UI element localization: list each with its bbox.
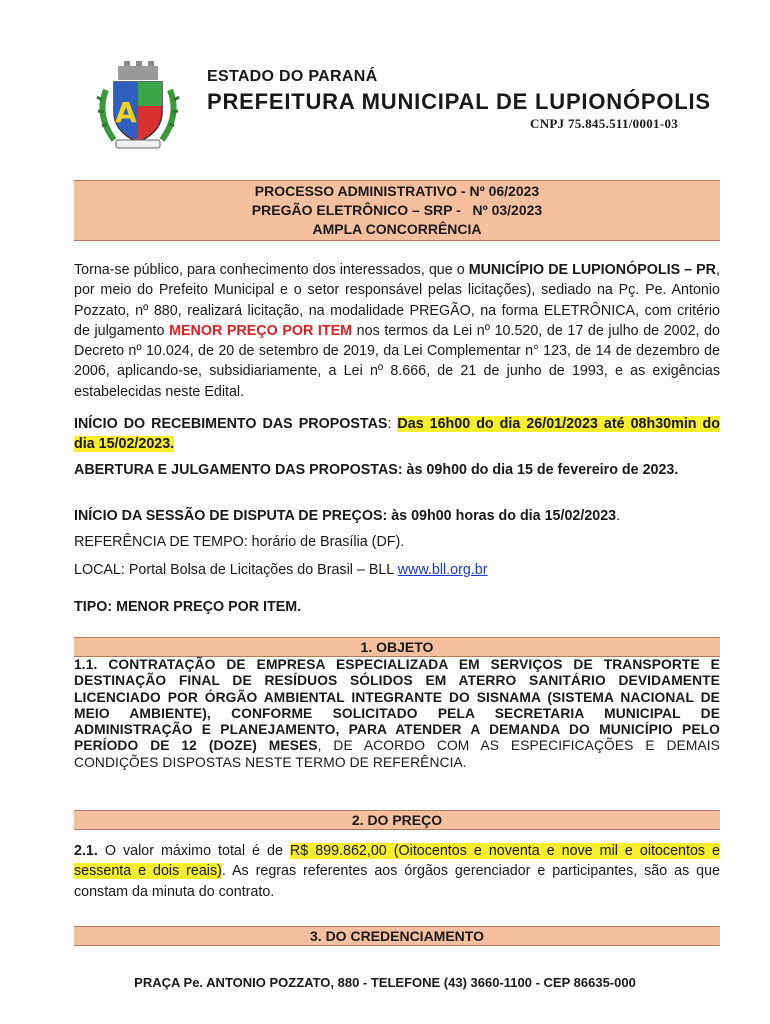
pregao-number: PREGÃO ELETRÔNICO – SRP - Nº 03/2023 <box>251 202 543 218</box>
location: LOCAL: Portal Bolsa de Licitações do Brasil – BLL www.bll.org.br <box>74 562 488 578</box>
judgement-criterion: MENOR PREÇO POR ITEM <box>169 322 353 339</box>
process-banner <box>74 180 720 241</box>
cnpj: CNPJ 75.845.511/0001-03 <box>530 116 679 131</box>
competition-type: AMPLA CONCORRÊNCIA <box>312 221 482 237</box>
municipal-coat-of-arms-icon <box>92 60 184 152</box>
opening-judgement: ABERTURA E JULGAMENTO DAS PROPOSTAS: às 09h00 do dia 15 de fevereiro de 2023. <box>74 462 679 478</box>
proposal-reception: INÍCIO DO RECEBIMENTO DAS PROPOSTAS: Das 16h00 do dia 26/01/2023 até 08h30min do dia 15/02/2023. <box>74 416 720 453</box>
reception-period: Das 16h00 do dia 26/01/2023 até 08h30min do dia 15/02/2023. <box>74 416 720 453</box>
dispute-session: INÍCIO DA SESSÃO DE DISPUTA DE PREÇOS: às 09h00 horas do dia 15/02/2023. <box>74 508 621 524</box>
section-2-title: 2. DO PREÇO <box>74 810 720 830</box>
time-reference: REFERÊNCIA DE TEMPO: horário de Brasília (DF). <box>74 534 405 550</box>
section-3-title: 3. DO CREDENCIAMENTO <box>74 926 720 946</box>
section-2-body: 2.1. O valor máximo total é de R$ 899.862,00 (Oitocentos e noventa e nove mil e oitocentos e sessenta e dois reais). As regras referentes aos órgãos gerenciador e participantes, são as que constam da minuta do contrato. <box>74 843 721 900</box>
bll-link[interactable]: www.bll.org.br <box>397 562 488 578</box>
intro-paragraph: Torna-se público, para conhecimento dos interessados, que o MUNICÍPIO DE LUPIONÓPOLIS – PR, por meio do Prefeito Municipal e o setor responsável pelas licitações), sediado na Pç. Pe. Antonio Pozzato, nº 880, realizará licitação, na modalidade PREGÃO, na forma ELETRÔNICA, com critério de julgamento MENOR PREÇO POR ITEM nos termos da Lei nº 10.520, de 17 de julho de 2002, do Decreto nº 10.024, de 20 de setembro de 2019, da Lei Complementar n° 123, de 14 de dezembro de 2006, aplicando-se, subsidiariamente, a Lei nº 8.666, de 21 de junho de 1993, e as exigências estabelecidas neste Edital. <box>74 262 720 400</box>
state-name: ESTADO DO PARANÁ <box>207 68 378 85</box>
section-1-title: 1. OBJETO <box>74 637 720 657</box>
municipality-name: MUNICÍPIO DE LUPIONÓPOLIS – PR <box>468 262 717 278</box>
section-1-body: 1.1. CONTRATAÇÃO DE EMPRESA ESPECIALIZADA EM SERVIÇOS DE TRANSPORTE E DESTINAÇÃO FINAL DE RESÍDUOS SÓLIDOS EM ATERRO SANITÁRIO DEVIDAMENTE LICENCIADO POR ÓRGÃO AMBIENTAL INTEGRANTE DO SISNAMA (SISTEMA NACIONAL DE MEIO AMBIENTE), CONFORME SOLICITADO PELA SECRETARIA MUNICIPAL DE ADMINISTRAÇÃO E PLANEJAMENTO, PARA ATENDER A DEMANDA DO MUNICÍPIO PELO PERÍODO DE 12 (DOZE) MESES, DE ACORDO COM AS ESPECIFICAÇÕES E DEMAIS CONDIÇÕES DISPOSTAS NESTE TERMO DE REFERÊNCIA. <box>74 657 720 770</box>
footer-address: PRAÇA Pe. ANTONIO POZZATO, 880 - TELEFONE (43) 3660-1100 - CEP 86635-000 <box>134 975 636 990</box>
process-number: PROCESSO ADMINISTRATIVO - Nº 06/2023 <box>254 183 540 199</box>
prefeitura-title: PREFEITURA MUNICIPAL DE LUPIONÓPOLIS <box>207 89 711 114</box>
svg-text:A: A <box>115 96 137 129</box>
type: TIPO: MENOR PREÇO POR ITEM. <box>74 599 302 615</box>
max-value: R$ 899.862,00 (Oitocentos e noventa e nove mil e oitocentos e sessenta e dois reais) <box>74 843 721 880</box>
